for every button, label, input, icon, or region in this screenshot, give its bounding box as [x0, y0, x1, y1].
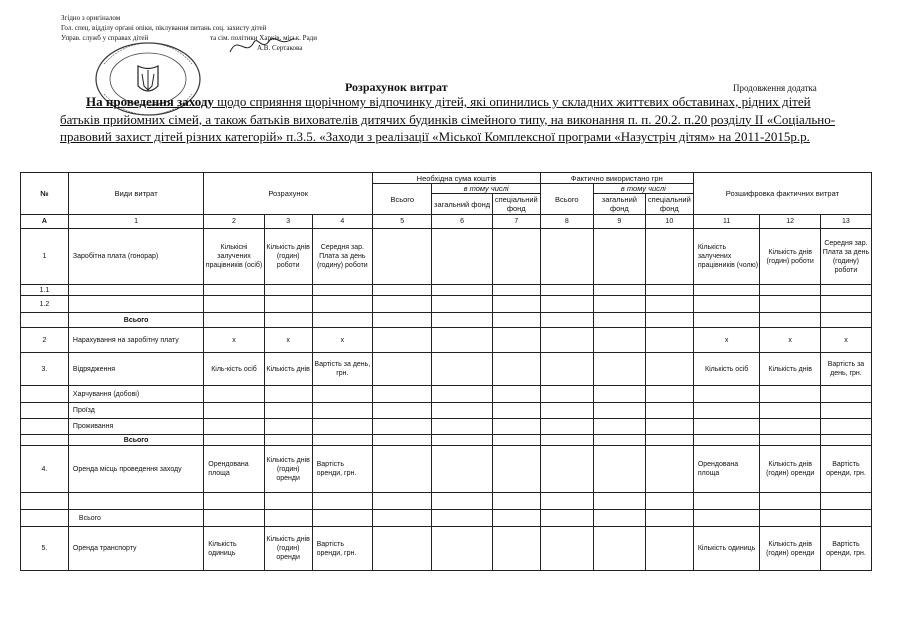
header-number: №: [21, 173, 69, 215]
header-breakdown: Розшифровка фактичних витрат: [693, 173, 871, 215]
expense-name: Проїзд: [68, 403, 203, 419]
index-cell: 13: [820, 215, 871, 229]
x-mark: х: [312, 328, 372, 353]
calc-cell: Середня зар. Плата за день (годину) роботи: [312, 229, 372, 285]
breakdown-cell: Вартість оренди, грн.: [820, 446, 871, 493]
header-act-general: загальний фонд: [593, 194, 645, 215]
breakdown-cell: Кількість днів (годин) роботи: [760, 229, 820, 285]
header-expense-types: Види витрат: [68, 173, 203, 215]
index-cell: 2: [204, 215, 264, 229]
expense-name: Нарахування на заробітну плату: [68, 328, 203, 353]
expense-name: Харчування (добові): [68, 386, 203, 403]
table-row: [21, 493, 872, 510]
index-cell: 10: [645, 215, 693, 229]
breakdown-cell: Середня зар. Плата за день (годину) роботи: [820, 229, 871, 285]
total-label: Всього: [68, 510, 203, 527]
calc-cell: Кількісні залучених працівників (осіб): [204, 229, 264, 285]
table-row: [21, 353, 872, 386]
breakdown-cell: Кількість днів (годин) оренди: [760, 527, 820, 571]
table-row: [21, 435, 872, 446]
index-cell: 12: [760, 215, 820, 229]
calc-cell: Кіль-кість осіб: [204, 353, 264, 386]
breakdown-cell: Вартість за день, грн.: [820, 353, 871, 386]
expense-name: Заробітна плата (гонорар): [68, 229, 203, 285]
table-row: [21, 296, 872, 313]
expense-name: Відрядження: [68, 353, 203, 386]
calc-cell: Вартість за день, грн.: [312, 353, 372, 386]
header-req-special: спеціальний фонд: [492, 194, 540, 215]
calc-cell: Вартість оренди, грн.: [312, 446, 372, 493]
approval-line-3b: та сім. політики Харків. міськ. Ради: [210, 34, 317, 42]
calc-cell: Вартість оренди, грн.: [312, 527, 372, 571]
breakdown-cell: Кількість одиниць: [693, 527, 760, 571]
x-mark: х: [693, 328, 760, 353]
row-number: 1.2: [21, 296, 69, 313]
table-row: [21, 419, 872, 435]
index-cell: А: [21, 215, 69, 229]
approval-line-3: Управ. служб у справах дітей: [61, 34, 149, 42]
x-mark: х: [820, 328, 871, 353]
total-label: Всього: [68, 313, 203, 328]
header-req-including: в тому числі: [432, 184, 540, 194]
breakdown-cell: Кількість днів: [760, 353, 820, 386]
approval-signer: А.В. Сертакова: [257, 44, 303, 52]
index-cell: 6: [432, 215, 492, 229]
row-number: 3.: [21, 353, 69, 386]
approval-line-1: Згідно з оригіналом: [61, 14, 121, 22]
table-row: [21, 527, 872, 571]
expense-table: [20, 172, 872, 571]
header-act-including: в тому числі: [593, 184, 693, 194]
table-row: [21, 446, 872, 493]
breakdown-cell: Кількість залучених працівників (чолю): [693, 229, 760, 285]
header-act-total: Всього: [540, 184, 593, 215]
table-row: [21, 386, 872, 403]
expense-name: Проживання: [68, 419, 203, 435]
index-cell: 11: [693, 215, 760, 229]
header-calculation: Розрахунок: [204, 173, 373, 215]
index-cell: 9: [593, 215, 645, 229]
document-title: Розрахунок витрат: [345, 80, 448, 94]
table-row: [21, 229, 872, 285]
expense-name: Оренда транспорту: [68, 527, 203, 571]
intro-text: щодо сприяння щорічному відпочинку дітей, які опинились у складних життєвих обставинах, рідних дітей батьків прийомних сімей, а також батьків вихователів дитячих будинків сімейного типу, на виконання п. п. 20.2. п.20 розділу II «Соціально-правовий захист дітей різних категорій» п.3.5. «Заходи з реалізації «Міської Комплексної програми «Назустріч дітям» на 2011-2015р.р.: [60, 94, 836, 144]
x-mark: х: [760, 328, 820, 353]
row-number: 1: [21, 229, 69, 285]
breakdown-cell: Орендована площа: [693, 446, 760, 493]
expense-name: Оренда місць проведення заходу: [68, 446, 203, 493]
calc-cell: Кількість одиниць: [204, 527, 264, 571]
header-act-special: спеціальний фонд: [645, 194, 693, 215]
approval-line-2: Гол. спец. відділу органі опіки, піклування питань соц. захисту дітей: [61, 24, 267, 32]
intro-lead: На проведення заходу: [86, 94, 214, 109]
header-req-general: загальний фонд: [432, 194, 492, 215]
x-mark: х: [204, 328, 264, 353]
index-cell: 8: [540, 215, 593, 229]
table-row: [21, 328, 872, 353]
index-cell: 3: [264, 215, 312, 229]
row-number: 5.: [21, 527, 69, 571]
total-label: Всього: [68, 435, 203, 446]
index-cell: 1: [68, 215, 203, 229]
calc-cell: Кількість днів (годин) оренди: [264, 527, 312, 571]
row-number: 1.1: [21, 285, 69, 296]
intro-paragraph: [60, 93, 848, 146]
calc-cell: Кількість днів (годин) роботи: [264, 229, 312, 285]
index-cell: 7: [492, 215, 540, 229]
continuation-note: Продовження додатка: [733, 83, 817, 93]
header-required-sum: Необхідна сума коштів: [373, 173, 541, 184]
x-mark: х: [264, 328, 312, 353]
header-req-total: Всього: [373, 184, 432, 215]
header-actual-used: Фактично використано грн: [540, 173, 693, 184]
index-row: [21, 215, 872, 229]
row-number: 4.: [21, 446, 69, 493]
calc-cell: Кількість днів (годин) оренди: [264, 446, 312, 493]
calc-cell: Кількість днів: [264, 353, 312, 386]
calc-cell: Орендована площа: [204, 446, 264, 493]
table-row: [21, 403, 872, 419]
index-cell: 4: [312, 215, 372, 229]
table-row: [21, 285, 872, 296]
breakdown-cell: Вартість оренди, грн.: [820, 527, 871, 571]
table-row: [21, 313, 872, 328]
index-cell: 5: [373, 215, 432, 229]
breakdown-cell: Кількість осіб: [693, 353, 760, 386]
signature-icon: [228, 30, 298, 60]
row-number: 2: [21, 328, 69, 353]
table-row: [21, 510, 872, 527]
breakdown-cell: Кількість днів (годин) оренди: [760, 446, 820, 493]
